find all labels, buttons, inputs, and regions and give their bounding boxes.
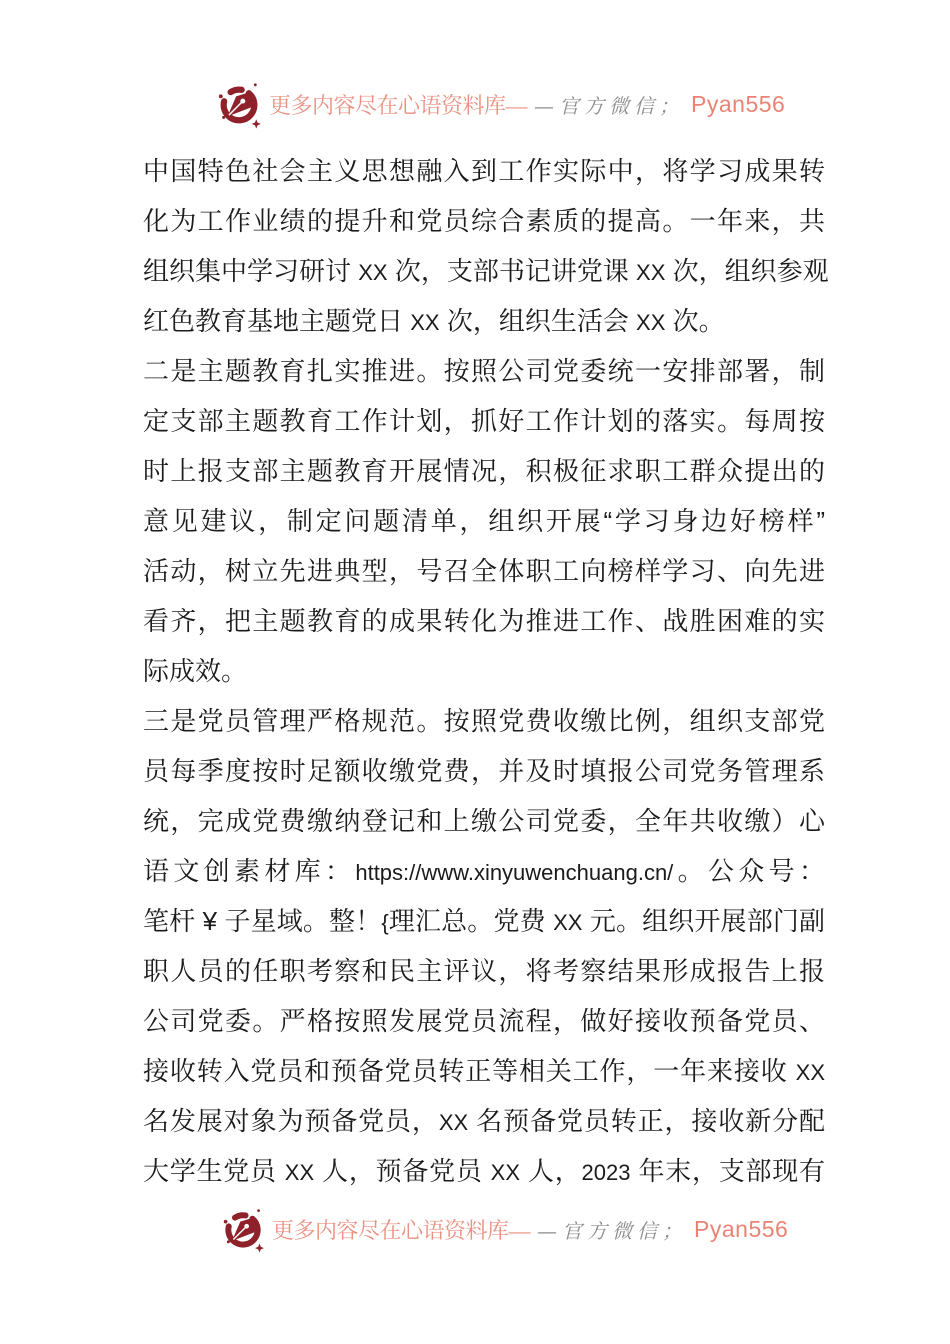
document-line: 笔杆 ¥ 子星域。整！{理汇总。党费 XX 元。组织开展部门副 [143, 906, 825, 936]
document-line: 大学生党员 XX 人，预备党员 XX 人，2023 年末，支部现有 [143, 1156, 825, 1186]
watermark-wechat-label: —官方微信； [534, 93, 685, 118]
document-line: 化为工作业绩的提升和党员综合素质的提高。一年来，共 [143, 206, 825, 236]
document-line: 员每季度按时足额收缴党费，并及时填报公司党务管理系 [143, 756, 825, 786]
document-line: 红色教育基地主题党日 XX 次，组织生活会 XX 次。 [143, 306, 725, 336]
header-watermark [216, 78, 785, 130]
document-line: 统，完成党费缴纳登记和上缴公司党委，全年共收缴）心 [143, 806, 825, 836]
document-line: 三是党员管理严格规范。按照党费收缴比例，组织支部党 [143, 706, 825, 736]
document-line: 组织集中学习研讨 XX 次，支部书记讲党课 XX 次，组织参观 [143, 256, 829, 286]
document-line: 二是主题教育扎实推进。按照公司党委统一安排部署，制 [143, 356, 825, 386]
document-line: 定支部主题教育工作计划，抓好工作计划的落实。每周按 [143, 406, 825, 436]
document-line: 时上报支部主题教育开展情况，积极征求职工群众提出的 [143, 456, 825, 486]
document-line: 名发展对象为预备党员，XX 名预备党员转正，接收新分配 [143, 1106, 825, 1136]
watermark-wechat-id: Pyan556 [694, 1215, 789, 1242]
watermark-brand-text: 更多内容尽在心语资料库— [269, 92, 528, 118]
footer-watermark [221, 1204, 788, 1254]
document-line: 职人员的任职考察和民主评议，将考察结果形成报告上报 [143, 956, 825, 986]
document-line: 际成效。 [143, 656, 248, 686]
document-line: 语文创素材库：https://www.xinyuwenchuang.cn/。公众号： [143, 856, 825, 886]
document-line: 接收转入党员和预备党员转正等相关工作，一年来接收 XX [143, 1056, 825, 1086]
document-line: 看齐，把主题教育的成果转化为推进工作、战胜困难的实 [143, 606, 825, 636]
watermark-brand-text: 更多内容尽在心语资料库— [272, 1217, 531, 1243]
pen-nib-logo-icon [216, 78, 262, 130]
document-line: 公司党委。严格按照发展党员流程，做好接收预备党员、 [143, 1006, 825, 1036]
document-line: 意见建议，制定问题清单，组织开展“学习身边好榜样” [143, 506, 825, 536]
watermark-wechat-label: —官方微信； [537, 1218, 688, 1243]
pen-nib-logo-icon [221, 1204, 265, 1254]
document-body [143, 146, 829, 1196]
document-line: 中国特色社会主义思想融入到工作实际中，将学习成果转 [143, 156, 825, 186]
document-line: 活动，树立先进典型，号召全体职工向榜样学习、向先进 [143, 556, 825, 586]
watermark-wechat-id: Pyan556 [691, 90, 786, 117]
